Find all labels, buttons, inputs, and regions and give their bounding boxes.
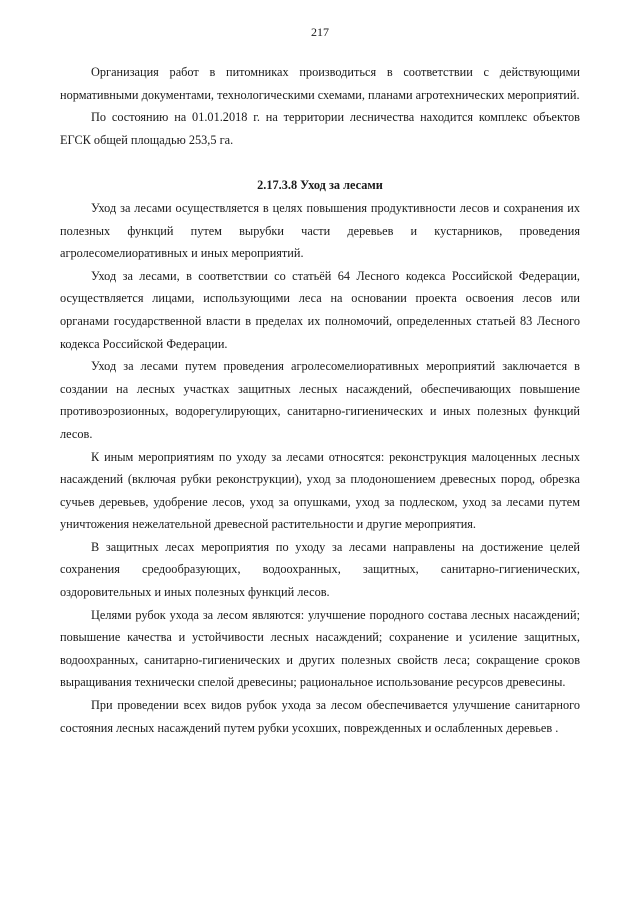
intro-paragraph-2: По состоянию на 01.01.2018 г. на территории лесничества находится комплекс объектов ЕГСК общей площадью 253,5 га. bbox=[60, 110, 580, 147]
intro-paragraph-1: Организация работ в питомниках производиться в соответствии с действующими нормативными документами, технологическими схемами, планами агротехнических мероприятий. bbox=[60, 65, 580, 102]
section-paragraph-7: При проведении всех видов рубок ухода за лесом обеспечивается улучшение санитарного состояния лесных насаждений путем рубки усохших, поврежденных и ослабленных деревьев . bbox=[60, 698, 580, 735]
section-paragraph-6: Целями рубок ухода за лесом являются: улучшение породного состава лесных насаждений; повышение качества и устойчивости лесных насаждений; сохранение и усиление защитных, водоохранных, санитарно-гигиенических и других полезных свойств леса; сокращение сроков выращивания технически спелой древесины; рациональное использование ресурсов древесины. bbox=[60, 607, 580, 690]
section-heading: 2.17.3.8 Уход за лесами bbox=[257, 178, 383, 193]
page-number: 217 bbox=[311, 25, 329, 39]
section-paragraph-2: Уход за лесами, в соответствии со статьёй 64 Лесного кодекса Российской Федерации, осуществляется лицами, использующими леса на основании проекта освоения лесов или органами государственной власти в пределах их полномочий, определенных статьей 83 Лесного кодекса Российской Федерации. bbox=[60, 268, 580, 351]
section-paragraph-1: Уход за лесами осуществляется в целях повышения продуктивности лесов и сохранения их полезных функций путем вырубки части деревьев и кустарников, проведения агролесомелиоративных и иных мероприятий. bbox=[60, 200, 580, 261]
page-content bbox=[60, 61, 580, 739]
section-paragraph-5: В защитных лесах мероприятия по уходу за лесами направлены на достижение целей сохранения средообразующих, водоохранных, защитных, санитарно-гигиенических, оздоровительных и иных полезных функций лесов. bbox=[60, 539, 580, 600]
section-paragraph-3: Уход за лесами путем проведения агролесомелиоративных мероприятий заключается в создании на лесных участках защитных лесных насаждений, обеспечивающих повышение противоэрозионных, водорегулирующих, санитарно-гигиенических и иных полезных функций лесов. bbox=[60, 359, 580, 441]
section-paragraph-4: К иным мероприятиям по уходу за лесами относятся: реконструкция малоценных лесных насаждений (включая рубки реконструкции), уход за плодоношением древесных пород, обрезка сучьев деревьев, удобрение лесов, уход за опушками, уход за подлеском, уход за лесами путем уничтожения нежелательной древесной растительности и другие мероприятия. bbox=[60, 449, 580, 532]
